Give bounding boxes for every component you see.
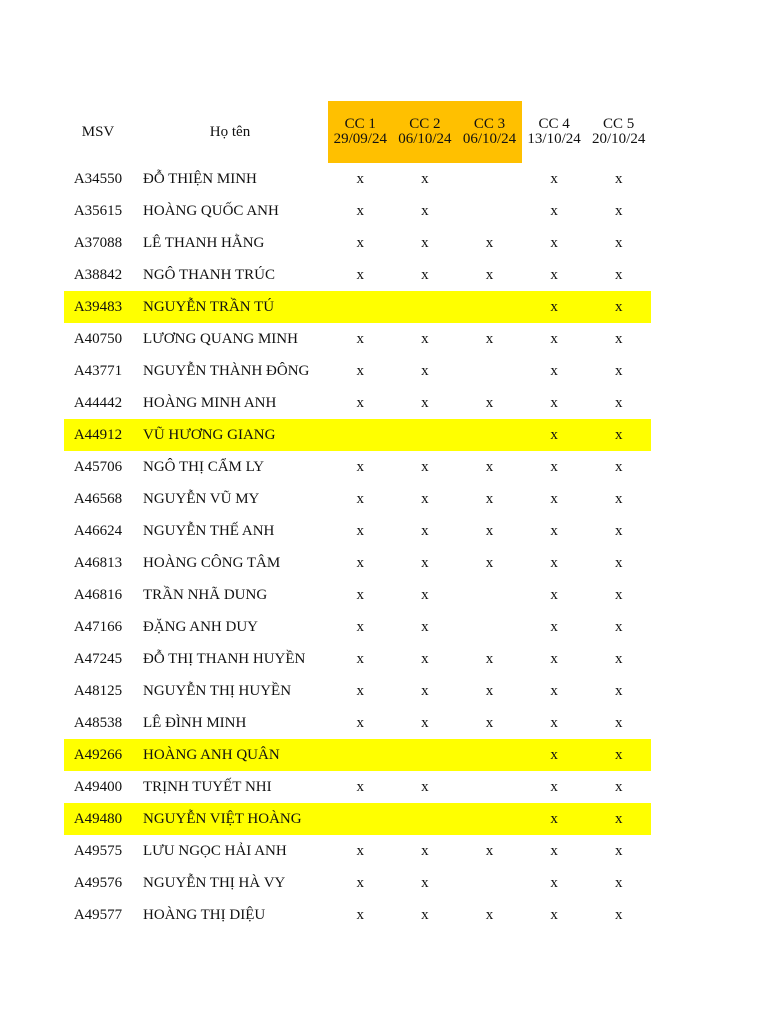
attendance-cell-cc1[interactable]: [328, 291, 393, 323]
attendance-cell-cc1[interactable]: x: [356, 394, 365, 411]
table-row: [64, 835, 651, 867]
student-id-cell[interactable]: A49400: [73, 778, 123, 795]
attendance-cell-cc2[interactable]: x: [421, 842, 429, 859]
attendance-cell-cc2[interactable]: x: [421, 778, 429, 795]
attendance-cell-cc2[interactable]: x: [421, 682, 429, 699]
attendance-cell-cc5[interactable]: x: [614, 554, 623, 571]
attendance-cell-cc2[interactable]: x: [421, 874, 429, 891]
attendance-cell-cc4[interactable]: x: [522, 739, 587, 771]
student-id-cell[interactable]: A34550: [73, 170, 123, 187]
header-cc1[interactable]: [328, 101, 393, 163]
student-name-cell[interactable]: NGUYỄN VŨ MY: [143, 490, 260, 507]
header-cc1-label: CC 1: [344, 116, 376, 132]
attendance-cell-cc1[interactable]: x: [356, 202, 365, 219]
attendance-cell-cc1[interactable]: x: [356, 266, 365, 283]
student-id-cell[interactable]: A35615: [73, 202, 123, 219]
student-name-cell[interactable]: LƯU NGỌC HẢI ANH: [143, 842, 287, 859]
header-cc1-date: 29/09/24: [333, 131, 387, 147]
attendance-cell-cc4[interactable]: x: [550, 490, 558, 507]
attendance-cell-cc5[interactable]: x: [614, 266, 623, 283]
student-id-cell[interactable]: A44912: [64, 419, 132, 451]
table-row: [64, 675, 651, 707]
attendance-cell-cc1[interactable]: x: [356, 170, 365, 187]
attendance-cell-cc3[interactable]: [457, 867, 522, 899]
student-id-cell[interactable]: A49480: [64, 803, 132, 835]
header-cc2-date: 06/10/24: [398, 131, 452, 147]
attendance-cell-cc5[interactable]: x: [614, 170, 623, 187]
attendance-cell-cc2[interactable]: [393, 291, 458, 323]
attendance-cell-cc4[interactable]: x: [550, 234, 558, 251]
header-cc2[interactable]: [393, 101, 458, 163]
attendance-cell-cc3[interactable]: x: [485, 234, 494, 251]
attendance-cell-cc4[interactable]: x: [550, 170, 558, 187]
student-id-cell[interactable]: A45706: [73, 458, 123, 475]
attendance-cell-cc2[interactable]: x: [421, 650, 429, 667]
attendance-cell-cc1[interactable]: x: [356, 650, 365, 667]
attendance-cell-cc4[interactable]: x: [550, 778, 558, 795]
attendance-cell-cc5[interactable]: x: [614, 714, 623, 731]
header-name[interactable]: Họ tên: [209, 123, 251, 140]
student-id-cell[interactable]: A44442: [73, 394, 123, 411]
attendance-cell-cc5[interactable]: x: [614, 618, 623, 635]
attendance-cell-cc3[interactable]: x: [485, 330, 494, 347]
header-cc4-label: CC 4: [538, 116, 570, 132]
attendance-cell-cc1[interactable]: x: [356, 618, 365, 635]
table-row: [64, 803, 651, 835]
header-cc4[interactable]: [522, 101, 587, 163]
student-id-cell[interactable]: A47166: [73, 618, 123, 635]
attendance-cell-cc4[interactable]: x: [550, 554, 558, 571]
table-row: [64, 355, 651, 387]
attendance-cell-cc4[interactable]: x: [550, 394, 558, 411]
table-row: [64, 515, 651, 547]
attendance-cell-cc4[interactable]: x: [550, 202, 558, 219]
student-id-cell[interactable]: A48125: [73, 682, 123, 699]
attendance-cell-cc5[interactable]: x: [614, 362, 623, 379]
attendance-sheet: [64, 101, 651, 931]
student-name-cell[interactable]: LƯƠNG QUANG MINH: [143, 330, 298, 347]
student-id-cell[interactable]: A38842: [73, 266, 123, 283]
student-id-cell[interactable]: A49576: [73, 874, 123, 891]
table-row: [64, 643, 651, 675]
student-id-cell[interactable]: A43771: [73, 362, 123, 379]
attendance-cell-cc1[interactable]: x: [356, 842, 365, 859]
attendance-cell-cc4[interactable]: x: [522, 803, 587, 835]
attendance-cell-cc5[interactable]: x: [614, 522, 623, 539]
student-id-cell[interactable]: A48538: [73, 714, 123, 731]
attendance-cell-cc5[interactable]: x: [586, 419, 651, 451]
attendance-cell-cc3[interactable]: [457, 195, 522, 227]
attendance-table: [64, 101, 651, 931]
attendance-cell-cc3[interactable]: [457, 291, 522, 323]
attendance-cell-cc2[interactable]: x: [421, 906, 429, 923]
student-id-cell[interactable]: A46624: [73, 522, 123, 539]
attendance-cell-cc5[interactable]: x: [614, 842, 623, 859]
attendance-cell-cc5[interactable]: x: [614, 906, 623, 923]
attendance-cell-cc2[interactable]: x: [421, 234, 429, 251]
table-row: [64, 867, 651, 899]
attendance-cell-cc5[interactable]: x: [614, 458, 623, 475]
attendance-cell-cc2[interactable]: x: [421, 330, 429, 347]
attendance-cell-cc2[interactable]: x: [421, 554, 429, 571]
attendance-cell-cc5[interactable]: x: [614, 202, 623, 219]
attendance-cell-cc3[interactable]: x: [485, 650, 494, 667]
attendance-cell-cc5[interactable]: x: [614, 490, 623, 507]
student-name-cell[interactable]: HOÀNG ANH QUÂN: [132, 739, 328, 771]
header-cc3-date: 06/10/24: [462, 131, 517, 147]
attendance-cell-cc4[interactable]: x: [550, 362, 558, 379]
table-row: [64, 227, 651, 259]
attendance-cell-cc4[interactable]: x: [550, 874, 558, 891]
attendance-cell-cc3[interactable]: x: [485, 394, 494, 411]
attendance-cell-cc1[interactable]: x: [356, 778, 365, 795]
student-name-cell[interactable]: ĐỖ THỊ THANH HUYỀN: [143, 650, 306, 667]
table-row: [64, 739, 651, 771]
attendance-cell-cc3[interactable]: [457, 579, 522, 611]
attendance-cell-cc4[interactable]: x: [550, 330, 558, 347]
student-name-cell[interactable]: NGUYỄN THẾ ANH: [143, 522, 275, 539]
student-id-cell[interactable]: A39483: [64, 291, 132, 323]
attendance-cell-cc3[interactable]: x: [485, 490, 494, 507]
attendance-cell-cc1[interactable]: x: [356, 458, 365, 475]
table-row: [64, 323, 651, 355]
attendance-cell-cc3[interactable]: [457, 803, 522, 835]
header-cc2-label: CC 2: [409, 116, 441, 132]
student-name-cell[interactable]: NGUYỄN VIỆT HOÀNG: [132, 803, 328, 835]
table-row: [64, 163, 651, 195]
table-row: [64, 899, 651, 931]
student-name-cell[interactable]: LÊ ĐÌNH MINH: [143, 714, 247, 731]
student-id-cell[interactable]: A37088: [73, 234, 123, 251]
attendance-cell-cc5[interactable]: x: [614, 394, 623, 411]
attendance-cell-cc3[interactable]: x: [485, 906, 494, 923]
attendance-cell-cc5[interactable]: x: [614, 874, 623, 891]
student-name-cell[interactable]: NGÔ THANH TRÚC: [143, 266, 275, 283]
attendance-cell-cc2[interactable]: [393, 803, 458, 835]
attendance-cell-cc3[interactable]: x: [485, 522, 494, 539]
attendance-cell-cc3[interactable]: [457, 771, 522, 803]
attendance-cell-cc5[interactable]: x: [614, 330, 623, 347]
attendance-cell-cc2[interactable]: x: [421, 394, 429, 411]
attendance-cell-cc1[interactable]: x: [356, 490, 365, 507]
student-name-cell[interactable]: HOÀNG MINH ANH: [143, 394, 277, 411]
table-row: [64, 291, 651, 323]
attendance-cell-cc4[interactable]: x: [550, 714, 558, 731]
attendance-cell-cc4[interactable]: x: [550, 842, 558, 859]
attendance-cell-cc4[interactable]: x: [550, 906, 558, 923]
student-name-cell[interactable]: VŨ HƯƠNG GIANG: [132, 419, 328, 451]
attendance-cell-cc2[interactable]: x: [421, 490, 429, 507]
attendance-cell-cc3[interactable]: x: [485, 842, 494, 859]
student-id-cell[interactable]: A49575: [73, 842, 123, 859]
attendance-cell-cc3[interactable]: x: [485, 458, 494, 475]
attendance-cell-cc3[interactable]: x: [485, 266, 494, 283]
attendance-cell-cc1[interactable]: x: [356, 362, 365, 379]
attendance-cell-cc1[interactable]: x: [356, 874, 365, 891]
header-cc3[interactable]: [457, 101, 522, 163]
student-name-cell[interactable]: TRẦN NHÃ DUNG: [143, 586, 268, 603]
attendance-cell-cc1[interactable]: [328, 803, 393, 835]
student-id-cell[interactable]: A49266: [64, 739, 132, 771]
attendance-cell-cc1[interactable]: x: [356, 906, 365, 923]
attendance-cell-cc2[interactable]: x: [421, 202, 429, 219]
table-row: [64, 195, 651, 227]
attendance-cell-cc2[interactable]: x: [421, 170, 429, 187]
attendance-cell-cc4[interactable]: x: [550, 650, 558, 667]
header-row: [64, 101, 651, 163]
header-cc5-date: 20/10/24: [592, 131, 646, 147]
attendance-cell-cc2[interactable]: x: [421, 586, 429, 603]
student-name-cell[interactable]: HOÀNG QUỐC ANH: [143, 202, 279, 219]
student-id-cell[interactable]: A46816: [73, 586, 123, 603]
attendance-cell-cc1[interactable]: x: [356, 682, 365, 699]
student-id-cell[interactable]: A40750: [73, 330, 123, 347]
header-cc3-label: CC 3: [473, 116, 506, 132]
table-row: [64, 611, 651, 643]
attendance-cell-cc1[interactable]: x: [356, 586, 365, 603]
table-row: [64, 451, 651, 483]
student-name-cell[interactable]: NGUYỄN THỊ HÀ VY: [143, 874, 286, 891]
student-name-cell[interactable]: LÊ THANH HẰNG: [143, 234, 265, 251]
header-cc5[interactable]: [586, 101, 651, 163]
table-row: [64, 579, 651, 611]
attendance-cell-cc3[interactable]: [457, 163, 522, 195]
attendance-cell-cc5[interactable]: x: [614, 650, 623, 667]
student-name-cell[interactable]: NGÔ THỊ CẨM LY: [143, 458, 265, 475]
header-msv[interactable]: MSV: [81, 123, 115, 140]
student-id-cell[interactable]: A49577: [73, 906, 123, 923]
attendance-cell-cc3[interactable]: [457, 355, 522, 387]
attendance-cell-cc5[interactable]: x: [614, 682, 623, 699]
student-name-cell[interactable]: NGUYỄN THỊ HUYỀN: [143, 682, 292, 699]
attendance-cell-cc2[interactable]: x: [421, 714, 429, 731]
attendance-cell-cc1[interactable]: x: [356, 330, 365, 347]
table-row: [64, 483, 651, 515]
student-name-cell[interactable]: ĐẶNG ANH DUY: [143, 618, 258, 635]
attendance-cell-cc3[interactable]: x: [485, 554, 494, 571]
attendance-cell-cc3[interactable]: x: [485, 682, 494, 699]
attendance-cell-cc4[interactable]: x: [522, 291, 587, 323]
student-name-cell[interactable]: HOÀNG THỊ DIỆU: [143, 906, 266, 923]
table-row: [64, 771, 651, 803]
attendance-cell-cc5[interactable]: x: [586, 803, 651, 835]
attendance-cell-cc3[interactable]: x: [485, 714, 494, 731]
student-name-cell[interactable]: ĐỖ THIỆN MINH: [143, 170, 257, 187]
attendance-cell-cc2[interactable]: x: [421, 458, 429, 475]
attendance-cell-cc4[interactable]: x: [550, 458, 558, 475]
header-cc5-label: CC 5: [603, 116, 635, 132]
attendance-cell-cc4[interactable]: x: [550, 586, 558, 603]
attendance-cell-cc3[interactable]: [457, 611, 522, 643]
attendance-cell-cc5[interactable]: x: [614, 234, 623, 251]
attendance-cell-cc2[interactable]: x: [421, 618, 429, 635]
table-row: [64, 259, 651, 291]
table-row: [64, 419, 651, 451]
attendance-cell-cc3[interactable]: [457, 739, 522, 771]
attendance-cell-cc5[interactable]: x: [586, 739, 651, 771]
attendance-cell-cc2[interactable]: x: [421, 266, 429, 283]
student-id-cell[interactable]: A47245: [73, 650, 123, 667]
attendance-cell-cc1[interactable]: x: [356, 554, 365, 571]
attendance-cell-cc5[interactable]: x: [586, 291, 651, 323]
student-id-cell[interactable]: A46813: [73, 554, 123, 571]
attendance-cell-cc5[interactable]: x: [614, 778, 623, 795]
attendance-cell-cc1[interactable]: x: [356, 522, 365, 539]
attendance-cell-cc4[interactable]: x: [522, 419, 587, 451]
table-row: [64, 707, 651, 739]
table-row: [64, 547, 651, 579]
attendance-cell-cc1[interactable]: x: [356, 714, 365, 731]
attendance-cell-cc2[interactable]: x: [421, 362, 429, 379]
table-row: [64, 387, 651, 419]
attendance-cell-cc5[interactable]: x: [614, 586, 623, 603]
attendance-cell-cc2[interactable]: x: [421, 522, 429, 539]
attendance-cell-cc1[interactable]: x: [356, 234, 365, 251]
student-name-cell[interactable]: TRỊNH TUYẾT NHI: [143, 778, 272, 795]
attendance-cell-cc4[interactable]: x: [550, 522, 558, 539]
student-name-cell[interactable]: NGUYỄN THÀNH ĐÔNG: [143, 362, 310, 379]
student-rows: [64, 163, 651, 931]
attendance-cell-cc2[interactable]: [393, 419, 458, 451]
student-id-cell[interactable]: A46568: [73, 490, 123, 507]
attendance-cell-cc2[interactable]: [393, 739, 458, 771]
attendance-cell-cc4[interactable]: x: [550, 618, 558, 635]
student-name-cell[interactable]: HOÀNG CÔNG TÂM: [143, 554, 281, 571]
header-cc4-date: 13/10/24: [527, 131, 581, 147]
attendance-cell-cc4[interactable]: x: [550, 682, 558, 699]
attendance-cell-cc1[interactable]: [328, 419, 393, 451]
attendance-cell-cc1[interactable]: [328, 739, 393, 771]
student-name-cell[interactable]: NGUYỄN TRẦN TÚ: [132, 291, 328, 323]
attendance-cell-cc3[interactable]: [457, 419, 522, 451]
attendance-cell-cc4[interactable]: x: [550, 266, 558, 283]
